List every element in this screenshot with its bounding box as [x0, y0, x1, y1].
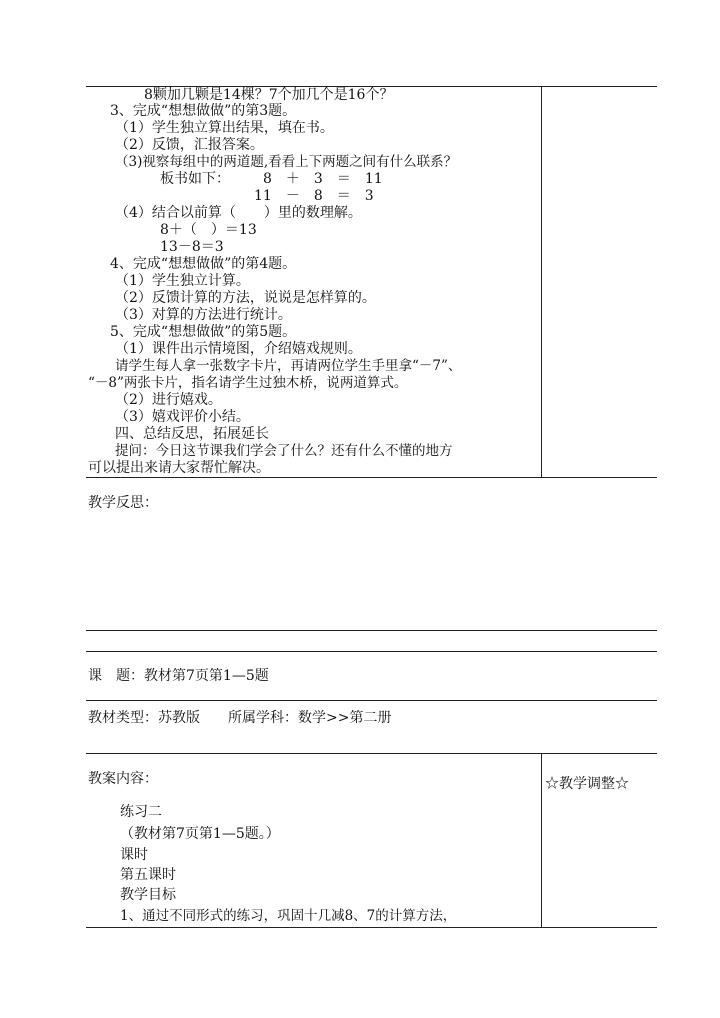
text-line: （1）学生独立计算。 — [115, 273, 250, 289]
teaching-reflection-label: 教学反思： — [88, 495, 158, 511]
column-divider-top — [541, 86, 542, 478]
text-line: 练习二 — [120, 804, 162, 820]
text-line: （2）进行嬉戏。 — [115, 392, 222, 408]
text-line: （4）结合以前算（ ）里的数理解。 — [115, 205, 362, 221]
equation: 13－8＝3 — [160, 239, 224, 255]
rule-after-process — [86, 477, 657, 478]
text-line: （2）反馈计算的方法，说说是怎样算的。 — [115, 290, 376, 306]
text-line: 3、完成“想想做做”的第3题。 — [110, 103, 297, 119]
text-line: 8颗加几颗是14棵？7个加几个是16个？ — [144, 87, 394, 103]
rule-before-title — [86, 651, 657, 652]
text-line: 第五课时 — [120, 867, 176, 883]
text-line: （3)视察每组中的两道题,看看上下两题之间有什么联系？ — [115, 154, 458, 170]
text-line: （3）对算的方法进行统计。 — [115, 307, 292, 323]
text-line: 提问：今日这节课我们学会了什么？还有什么不懂的地方 — [115, 443, 453, 459]
text-line: 4、完成“想想做做”的第4题。 — [110, 256, 297, 272]
lesson-content-label: 教案内容： — [88, 771, 158, 787]
text-line: 5、完成“想想做做”的第5题。 — [110, 324, 297, 340]
section-heading: 四、总结反思，拓展延长 — [115, 426, 269, 442]
column-divider-bottom — [541, 753, 542, 928]
board-note-label: 板书如下： — [160, 171, 230, 187]
equation: 11 － 8 ＝ 3 — [254, 188, 374, 204]
text-line: （教材第7页第1—5题。） — [120, 826, 280, 842]
text-line: 1、通过不同形式的练习，巩固十几减8、7的计算方法， — [120, 908, 457, 924]
rule-bottom — [86, 927, 657, 928]
rule-after-meta — [86, 753, 657, 754]
text-line: 教学目标 — [120, 887, 176, 903]
text-line: （1）课件出示情境图，介绍嬉戏规则。 — [115, 341, 362, 357]
equation: 8＋（ ）＝13 — [160, 222, 257, 238]
text-line: “－8”两张卡片，指名请学生过独木桥，说两道算式。 — [88, 375, 408, 391]
text-line: （2）反馈，汇报答案。 — [115, 137, 264, 153]
text-line: （1）学生独立算出结果，填在书。 — [115, 120, 334, 136]
rule-after-reflection — [86, 630, 657, 631]
text-line: （3）嬉戏评价小结。 — [115, 409, 250, 425]
text-line: 请学生每人拿一张数字卡片，再请两位学生手里拿“－7”、 — [115, 358, 462, 374]
text-line: 可以提出来请大家帮忙解决。 — [88, 460, 270, 476]
lesson-title: 课 题：教材第7页第1—5题 — [88, 668, 269, 684]
equation: 8 ＋ 3 ＝ 11 — [263, 171, 383, 187]
text-line: 课时 — [120, 847, 148, 863]
teaching-adjustment-label: ☆教学调整☆ — [545, 776, 629, 792]
lesson-meta: 教材类型：苏教版 所属学科：数学>>第二册 — [88, 710, 392, 726]
rule-after-title — [86, 700, 657, 701]
